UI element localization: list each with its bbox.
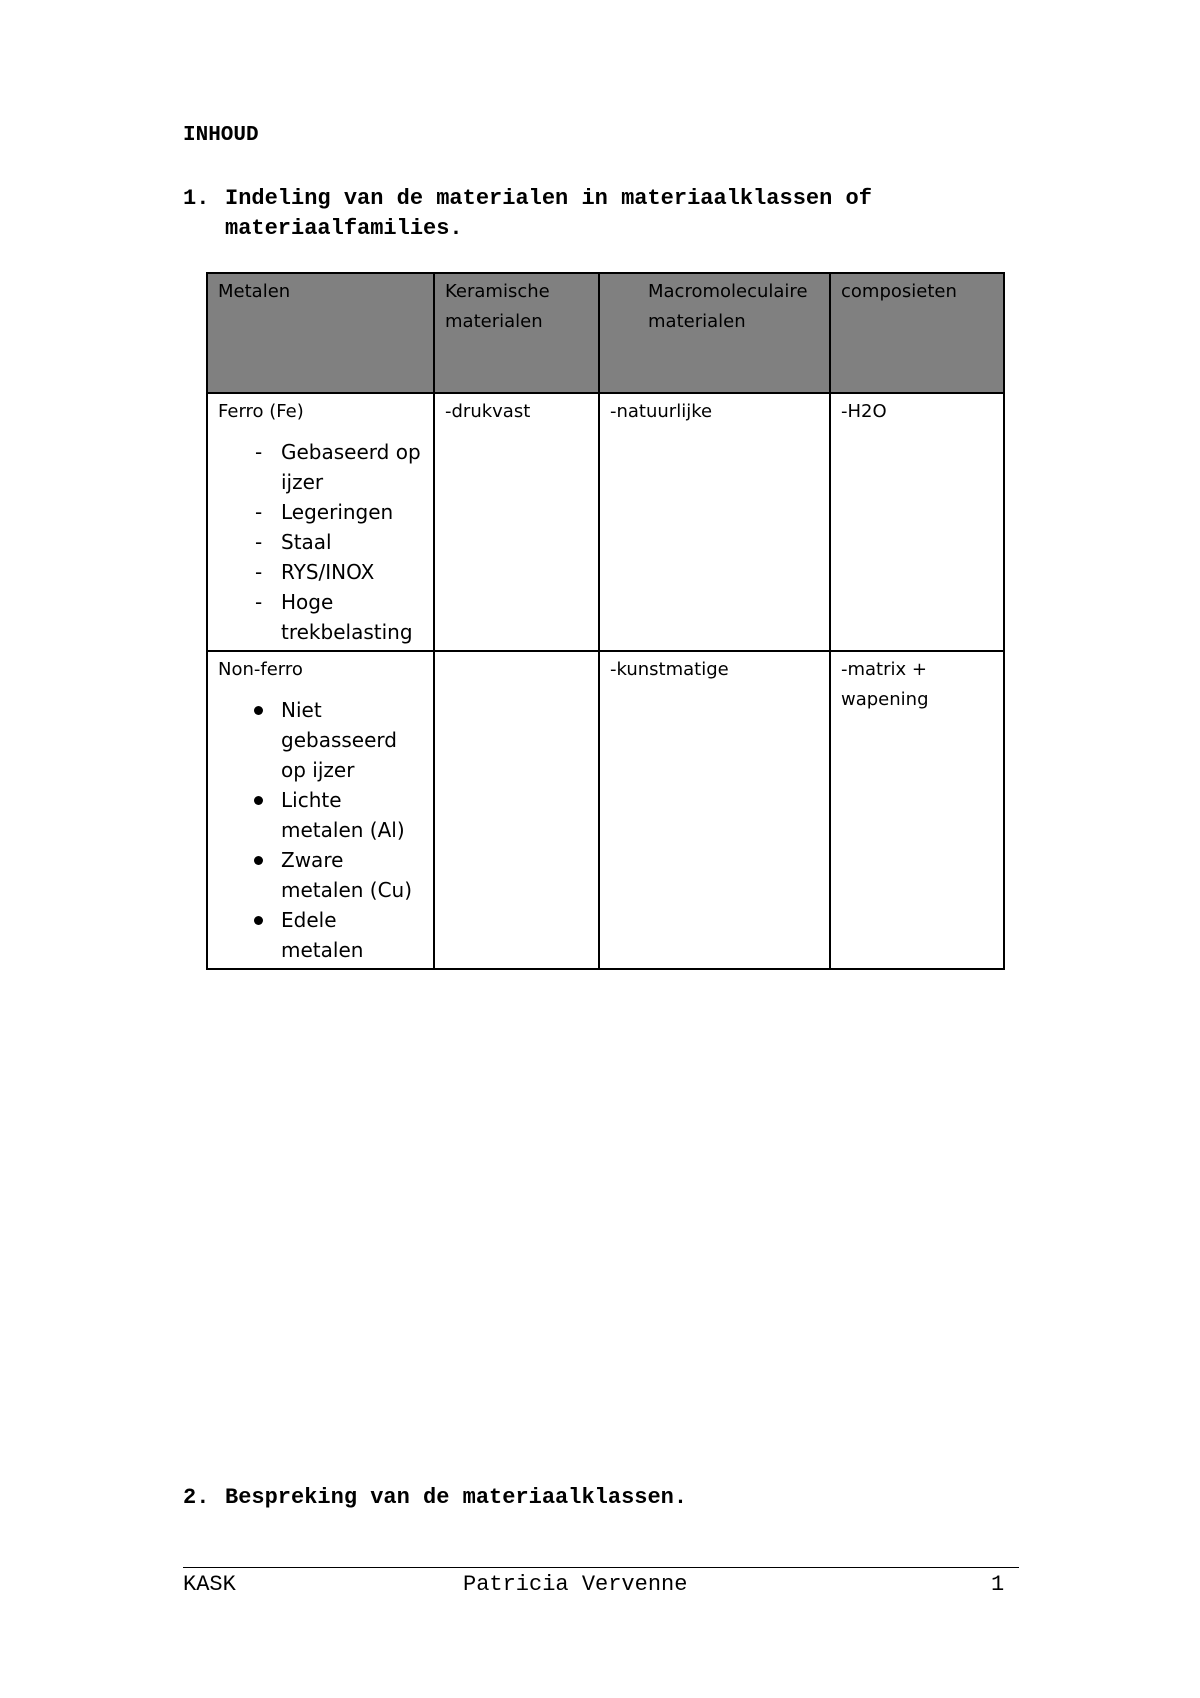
footer-institution: KASK	[183, 1572, 236, 1597]
section-1-title: Indeling van de materialen in materiaalklassen of materiaalfamilies.	[225, 186, 872, 241]
footer-author: Patricia Vervenne	[463, 1572, 688, 1597]
header-composieten: composieten	[830, 273, 1004, 393]
section-1-heading	[183, 184, 985, 244]
cell-nonferro-composiet: -matrix + wapening	[830, 651, 1004, 969]
dash-marker: -	[255, 530, 263, 554]
list-item-text: Gebaseerd op ijzer	[281, 440, 421, 494]
materials-table	[206, 272, 1005, 970]
cell-ferro-keramisch: -drukvast	[434, 393, 599, 651]
cell-nonferro-keramisch	[434, 651, 599, 969]
section-1-number: 1.	[183, 186, 210, 211]
list-item-text: Legeringen	[281, 500, 394, 524]
list-item	[218, 845, 423, 905]
table-header-row	[207, 273, 1004, 393]
header-macromoleculaire: Macromoleculaire materialen	[599, 273, 830, 393]
page-heading: INHOUD	[183, 124, 259, 147]
ferro-title: Ferro (Fe)	[218, 401, 304, 422]
nonferro-list	[218, 695, 423, 965]
table-row-nonferro	[207, 651, 1004, 969]
list-item	[218, 527, 423, 557]
bullet-icon	[254, 916, 263, 925]
bullet-icon	[254, 706, 263, 715]
bullet-icon	[254, 856, 263, 865]
cell-ferro-composiet: -H2O	[830, 393, 1004, 651]
ferro-list	[218, 437, 423, 647]
footer-divider	[183, 1567, 1019, 1568]
list-item	[218, 785, 423, 845]
list-item	[218, 695, 423, 785]
bullet-icon	[254, 796, 263, 805]
list-item-text: Lichte metalen (Al)	[281, 788, 405, 842]
cell-ferro-macro: -natuurlijke	[599, 393, 830, 651]
cell-nonferro-macro: -kunstmatige	[599, 651, 830, 969]
list-item-text: Zware metalen (Cu)	[281, 848, 413, 902]
list-item-text: Staal	[281, 530, 332, 554]
list-item-text: Hoge trekbelasting	[281, 590, 413, 644]
list-item	[218, 587, 423, 647]
header-keramische: Keramische materialen	[434, 273, 599, 393]
cell-ferro-metalen	[207, 393, 434, 651]
table-row-ferro	[207, 393, 1004, 651]
list-item	[218, 497, 423, 527]
list-item-text: Niet gebasseerd op ijzer	[281, 698, 397, 782]
cell-nonferro-metalen	[207, 651, 434, 969]
dash-marker: -	[255, 590, 263, 614]
list-item	[218, 437, 423, 497]
section-2-title: Bespreking van de materiaalklassen.	[225, 1485, 688, 1510]
list-item-text: RYS/INOX	[281, 560, 375, 584]
dash-marker: -	[255, 500, 263, 524]
section-2-number: 2.	[183, 1485, 210, 1510]
dash-marker: -	[255, 560, 263, 584]
nonferro-title: Non-ferro	[218, 659, 303, 680]
list-item-text: Edele metalen	[281, 908, 364, 962]
list-item	[218, 905, 423, 965]
section-2-heading	[183, 1483, 985, 1513]
header-metalen: Metalen	[207, 273, 434, 393]
page-number: 1	[991, 1572, 1005, 1597]
dash-marker: -	[255, 440, 263, 464]
list-item	[218, 557, 423, 587]
